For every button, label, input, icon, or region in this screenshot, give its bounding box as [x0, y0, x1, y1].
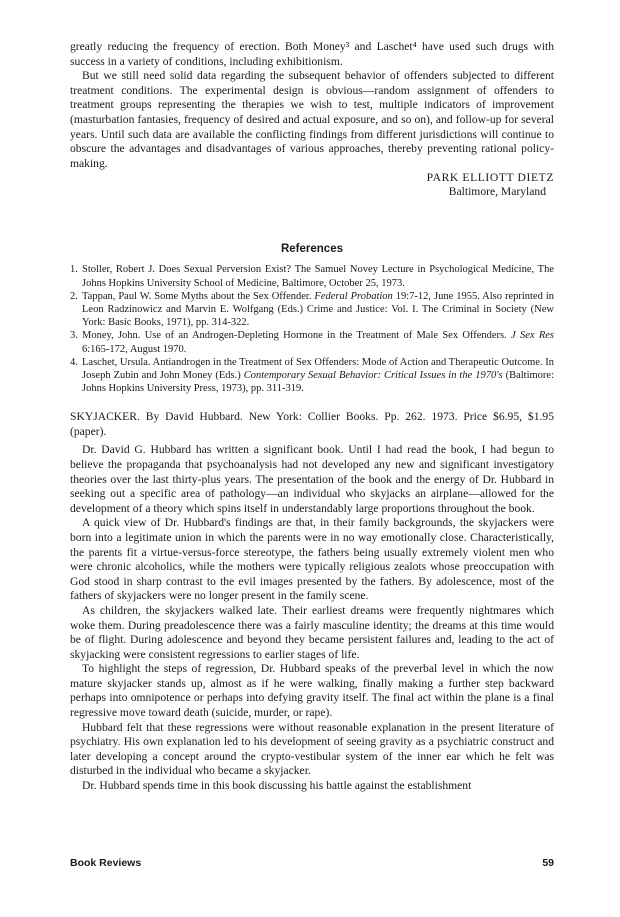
review-paragraph: Dr. Hubbard spends time in this book discussing his battle against the establishment	[82, 779, 472, 793]
reference-number: 3.	[70, 330, 78, 342]
signature-name: PARK ELLIOTT DIETZ	[426, 171, 554, 185]
page-footer	[70, 857, 554, 869]
reference-item	[70, 290, 554, 330]
review-body	[70, 443, 554, 793]
signature-location: Baltimore, Maryland	[448, 185, 546, 199]
reference-item	[70, 356, 554, 396]
review-citation: SKYJACKER. By David Hubbard. New York: Collier Books. Pp. 262. 1973. Price $6.95, $1.95 (paper).	[70, 410, 554, 439]
reference-number: 1.	[70, 264, 78, 276]
reference-text: Laschet, Ursula. Antiandrogen in the Treatment of Sex Offenders: Mode of Action and Therapeutic Outcome. In Joseph Zubin and John Money (Eds.) Contemporary Sexual Behavior: Critical Issues in the 1970's (Baltimore: Johns Hopkins University Press, 1973), pp. 311-319.	[82, 356, 554, 395]
page-number: 59	[542, 857, 554, 869]
reference-item	[70, 329, 554, 355]
review-paragraph: As children, the skyjackers walked late. Their earliest dreams were frequently nightmares which woke them. During preadolescence there was a fairly masculine identity; the dreams at this time would be of flight. During adolescence and beyond they became persistent failures and, leading to the act of skyjacking were consistent regressions to earlier stages of life.	[70, 603, 554, 661]
footer-section-title: Book Reviews	[70, 857, 142, 869]
reference-item	[70, 263, 554, 289]
article-page	[70, 40, 554, 794]
author-signature	[70, 171, 554, 199]
review-paragraph: A quick view of Dr. Hubbard's findings are that, in their family backgrounds, the skyjackers were born into a legitimate union in which the parents were in no way emotionally close. Characteristically, the parents fit a virtue-versus-force stereotype, the fathers being usually extremely violent men who were chronic alcoholics, while the mothers were typically religious zealots whose preoccupation with God stood in sharp contrast to the evil images presented by the fathers. By adolescence, most of the fathers of skyjackers were no longer present in the family scene.	[70, 516, 554, 603]
reference-number: 2.	[70, 290, 78, 302]
intro-paragraph-1: greatly reducing the frequency of erection. Both Money³ and Laschet⁴ have used such drugs with success in a variety of conditions, including exhibitionism.	[70, 40, 554, 68]
reference-text: Stoller, Robert J. Does Sexual Perversion Exist? The Samuel Novey Lecture in Psychological Medicine, The Johns Hopkins University School of Medicine, Baltimore, October 25, 1973.	[82, 264, 554, 289]
review-paragraph: Dr. David G. Hubbard has written a significant book. Until I had read the book, I had begun to believe the propaganda that psychoanalysis had not developed any new and significant investigatory theories over the last thirty-plus years. The presentation of the book and the energy of Dr. Hubbard in seeking out a specific area of pathology—an individual who skyjacks an airplane—allowed for the development of a theory which spins itself in understandably large proportions throughout the book.	[70, 443, 554, 515]
reference-text: Tappan, Paul W. Some Myths about the Sex Offender. Federal Probation 19:7-12, June 1955. Also reprinted in Leon Radzinowicz and Marvin E. Wolfgang (Eds.) Crime and Justice: Vol. I. The Criminal in Society (New York: Basic Books, 1971), pp. 314-322.	[82, 290, 554, 329]
reference-text: Money, John. Use of an Androgen-Depleting Hormone in the Treatment of Male Sex Offenders. J Sex Res 6:165-172, August 1970.	[82, 330, 554, 355]
review-paragraph: Hubbard felt that these regressions were without reasonable explanation in the present literature of psychiatry. His own explanation led to his development of seeing gravity as a psychiatric construct and later developing a concept around the crypto-vestibular system of the inner ear which he felt was disturbed in the individual who became a skyjacker.	[70, 720, 554, 778]
reference-list	[70, 263, 554, 395]
intro-paragraph-2: But we still need solid data regarding the subsequent behavior of offenders subjected to different treatment conditions. The experimental design is obvious—random assignment of offenders to treatment groups representing the therapies we wish to test, multiple indicators of improvement (masturbation fantasies, frequency of desired and actual exposure, and so on), and follow-up for several years. Until such data are available the conflicting findings from different jurisdictions will continue to obscure the advantages and disadvantages of various approaches, thereby preventing rational policy-making.	[70, 69, 554, 170]
review-paragraph: To highlight the steps of regression, Dr. Hubbard speaks of the preverbal level in which the now mature skyjacker stands up, almost as if he were walking, finally making a further step backward perhaps into omnipotence or perhaps into defying gravity itself. The final act within the plane is a final regressive move toward death (suicide, murder, or rape).	[70, 662, 554, 720]
references-heading: References	[280, 243, 343, 256]
reference-number: 4.	[70, 356, 78, 368]
